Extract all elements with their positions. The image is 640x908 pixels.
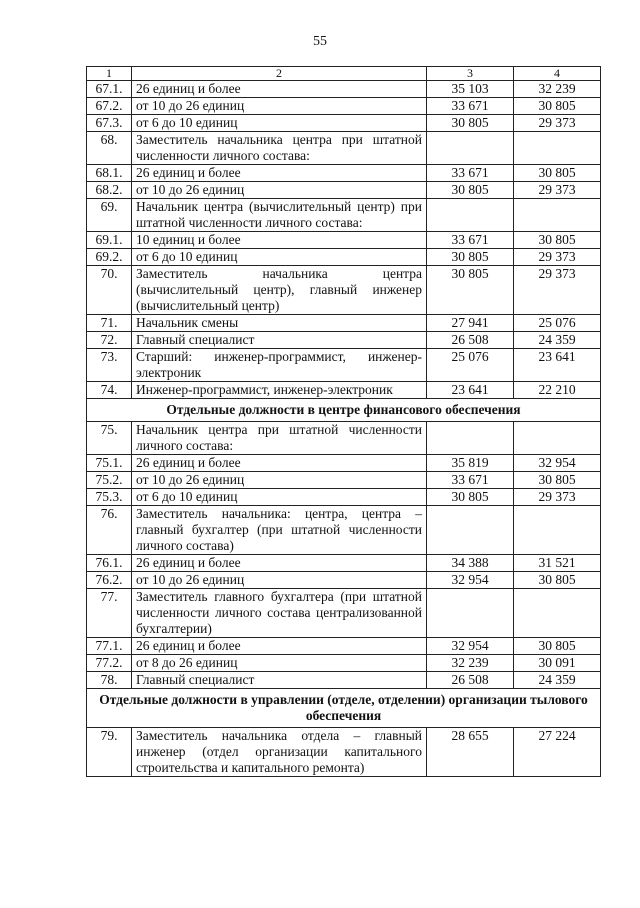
table-row <box>87 315 601 332</box>
row-number: 76. <box>87 506 132 555</box>
value-col-3: 33 671 <box>427 98 514 115</box>
value-col-3: 27 941 <box>427 315 514 332</box>
table-row <box>87 332 601 349</box>
value-col-4: 23 641 <box>514 349 601 382</box>
value-col-3: 33 671 <box>427 165 514 182</box>
value-col-3: 33 671 <box>427 472 514 489</box>
row-number: 76.2. <box>87 572 132 589</box>
value-col-4: 31 521 <box>514 555 601 572</box>
row-number: 67.3. <box>87 115 132 132</box>
row-number: 72. <box>87 332 132 349</box>
section-heading: Отдельные должности в центре финансового обеспечения <box>87 399 601 422</box>
table-row <box>87 232 601 249</box>
row-number: 76.1. <box>87 555 132 572</box>
section-heading-row <box>87 399 601 422</box>
row-number: 68.2. <box>87 182 132 199</box>
position-name: 26 единиц и более <box>132 81 427 98</box>
position-name: Главный специалист <box>132 672 427 689</box>
table-body <box>87 67 601 777</box>
value-col-4 <box>514 199 601 232</box>
position-name: от 10 до 26 единиц <box>132 182 427 199</box>
value-col-4: 30 805 <box>514 638 601 655</box>
value-col-3 <box>427 506 514 555</box>
position-name: Начальник центра (вычислительный центр) при штатной численности личного состава: <box>132 199 427 232</box>
value-col-3: 26 508 <box>427 332 514 349</box>
position-name: от 6 до 10 единиц <box>132 249 427 266</box>
table-row <box>87 382 601 399</box>
value-col-4 <box>514 506 601 555</box>
position-name: от 6 до 10 единиц <box>132 489 427 506</box>
value-col-3: 32 239 <box>427 655 514 672</box>
value-col-3: 33 671 <box>427 232 514 249</box>
value-col-3: 30 805 <box>427 489 514 506</box>
table-row <box>87 572 601 589</box>
value-col-3: 30 805 <box>427 182 514 199</box>
position-name: от 8 до 26 единиц <box>132 655 427 672</box>
row-number: 75.3. <box>87 489 132 506</box>
header-cell-3: 3 <box>427 67 514 81</box>
table-row <box>87 489 601 506</box>
value-col-4: 29 373 <box>514 182 601 199</box>
value-col-3: 35 819 <box>427 455 514 472</box>
table-row <box>87 132 601 165</box>
value-col-3: 23 641 <box>427 382 514 399</box>
table-row <box>87 266 601 315</box>
row-number: 73. <box>87 349 132 382</box>
position-name: Главный специалист <box>132 332 427 349</box>
value-col-4: 29 373 <box>514 266 601 315</box>
row-number: 79. <box>87 728 132 777</box>
row-number: 78. <box>87 672 132 689</box>
row-number: 69. <box>87 199 132 232</box>
section-heading: Отдельные должности в управлении (отделе, отделении) организации тылового обеспечения <box>87 689 601 728</box>
value-col-4: 25 076 <box>514 315 601 332</box>
row-number: 68. <box>87 132 132 165</box>
table-row <box>87 455 601 472</box>
table-row <box>87 115 601 132</box>
table-row <box>87 655 601 672</box>
table-row <box>87 165 601 182</box>
table-row <box>87 422 601 455</box>
row-number: 68.1. <box>87 165 132 182</box>
table-row <box>87 555 601 572</box>
position-name: 26 единиц и более <box>132 455 427 472</box>
page-number: 55 <box>313 34 327 49</box>
value-col-3 <box>427 199 514 232</box>
table-row <box>87 506 601 555</box>
position-name: Начальник смены <box>132 315 427 332</box>
value-col-3: 30 805 <box>427 115 514 132</box>
table-row <box>87 589 601 638</box>
table-header-row <box>87 67 601 81</box>
row-number: 74. <box>87 382 132 399</box>
position-name: от 6 до 10 единиц <box>132 115 427 132</box>
position-name: от 10 до 26 единиц <box>132 572 427 589</box>
value-col-4: 30 805 <box>514 232 601 249</box>
value-col-3: 25 076 <box>427 349 514 382</box>
value-col-4: 29 373 <box>514 115 601 132</box>
row-number: 75. <box>87 422 132 455</box>
section-heading-row <box>87 689 601 728</box>
row-number: 67.1. <box>87 81 132 98</box>
row-number: 67.2. <box>87 98 132 115</box>
row-number: 75.1. <box>87 455 132 472</box>
value-col-4: 30 805 <box>514 165 601 182</box>
table-row <box>87 81 601 98</box>
value-col-3: 32 954 <box>427 638 514 655</box>
row-number: 77.2. <box>87 655 132 672</box>
table-row <box>87 728 601 777</box>
table-row <box>87 349 601 382</box>
row-number: 70. <box>87 266 132 315</box>
table-row <box>87 182 601 199</box>
table-row <box>87 98 601 115</box>
value-col-3: 32 954 <box>427 572 514 589</box>
position-name: 26 единиц и более <box>132 555 427 572</box>
value-col-4: 30 805 <box>514 472 601 489</box>
row-number: 77. <box>87 589 132 638</box>
table-row <box>87 638 601 655</box>
row-number: 71. <box>87 315 132 332</box>
value-col-4: 30 805 <box>514 572 601 589</box>
value-col-3: 28 655 <box>427 728 514 777</box>
row-number: 75.2. <box>87 472 132 489</box>
position-name: Заместитель начальника отдела – главный инженер (отдел организации капитального строительства и капитального ремонта) <box>132 728 427 777</box>
table-row <box>87 199 601 232</box>
row-number: 77.1. <box>87 638 132 655</box>
position-name: Инженер-программист, инженер-электроник <box>132 382 427 399</box>
value-col-4: 29 373 <box>514 489 601 506</box>
value-col-4: 32 954 <box>514 455 601 472</box>
header-cell-4: 4 <box>514 67 601 81</box>
value-col-4: 22 210 <box>514 382 601 399</box>
position-name: Заместитель начальника: центра, центра – главный бухгалтер (при штатной численности личного состава) <box>132 506 427 555</box>
position-name: 26 единиц и более <box>132 165 427 182</box>
value-col-4: 24 359 <box>514 332 601 349</box>
value-col-4: 29 373 <box>514 249 601 266</box>
header-cell-1: 1 <box>87 67 132 81</box>
header-cell-2: 2 <box>132 67 427 81</box>
value-col-3: 35 103 <box>427 81 514 98</box>
row-number: 69.1. <box>87 232 132 249</box>
position-name: от 10 до 26 единиц <box>132 98 427 115</box>
value-col-4: 30 091 <box>514 655 601 672</box>
value-col-3: 26 508 <box>427 672 514 689</box>
value-col-3 <box>427 132 514 165</box>
row-number: 69.2. <box>87 249 132 266</box>
value-col-3: 30 805 <box>427 249 514 266</box>
table-row <box>87 249 601 266</box>
value-col-4: 30 805 <box>514 98 601 115</box>
position-name: Заместитель начальника центра (вычислительный центр), главный инженер (вычислительный центр) <box>132 266 427 315</box>
value-col-3 <box>427 589 514 638</box>
table-row <box>87 672 601 689</box>
salary-table <box>86 66 601 777</box>
value-col-4: 32 239 <box>514 81 601 98</box>
value-col-3: 30 805 <box>427 266 514 315</box>
value-col-3: 34 388 <box>427 555 514 572</box>
position-name: Начальник центра при штатной численности личного состава: <box>132 422 427 455</box>
value-col-4 <box>514 132 601 165</box>
position-name: Старший: инженер-программист, инженер-электроник <box>132 349 427 382</box>
position-name: Заместитель главного бухгалтера (при штатной численности личного состава централизованной бухгалтерии) <box>132 589 427 638</box>
position-name: от 10 до 26 единиц <box>132 472 427 489</box>
value-col-4: 27 224 <box>514 728 601 777</box>
value-col-4 <box>514 422 601 455</box>
value-col-4: 24 359 <box>514 672 601 689</box>
position-name: 26 единиц и более <box>132 638 427 655</box>
position-name: Заместитель начальника центра при штатной численности личного состава: <box>132 132 427 165</box>
value-col-4 <box>514 589 601 638</box>
value-col-3 <box>427 422 514 455</box>
table-row <box>87 472 601 489</box>
position-name: 10 единиц и более <box>132 232 427 249</box>
